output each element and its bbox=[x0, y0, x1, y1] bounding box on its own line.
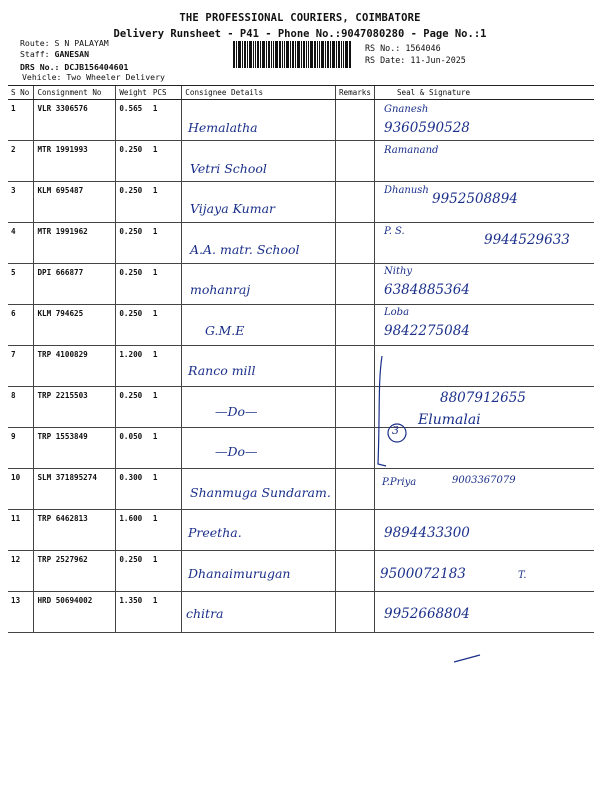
table-row bbox=[8, 592, 594, 633]
remarks-cell bbox=[335, 346, 374, 387]
signature-phone: 9842275084 bbox=[384, 322, 470, 339]
table-row bbox=[8, 428, 594, 469]
route-label: Route: S N PALAYAM bbox=[20, 38, 109, 48]
document-title: THE PROFESSIONAL COURIERS, COIMBATORE bbox=[179, 12, 421, 24]
consignment-cell: KLM 794625 bbox=[34, 305, 116, 346]
table-row bbox=[8, 346, 594, 387]
col-pcs: PCS bbox=[150, 86, 182, 100]
remarks-cell bbox=[335, 469, 374, 510]
sno-cell: 9 bbox=[8, 428, 34, 469]
pcs-cell: 1 bbox=[150, 346, 182, 387]
consignment-cell: TRP 2215503 bbox=[34, 387, 116, 428]
pcs-cell: 1 bbox=[150, 264, 182, 305]
signature-name: T. bbox=[518, 569, 527, 581]
vehicle-type: Vehicle: Two Wheeler Delivery bbox=[22, 72, 165, 82]
pcs-cell: 1 bbox=[150, 510, 182, 551]
consignee-handwritten: Preetha. bbox=[188, 525, 242, 540]
signature-phone: 9894433300 bbox=[384, 525, 470, 541]
signature-name: Nithy bbox=[384, 266, 413, 277]
rs-date: RS Date: 11-Jun-2025 bbox=[365, 55, 466, 65]
sno-cell: 10 bbox=[8, 469, 34, 510]
signature-phone: 9952668804 bbox=[384, 606, 470, 622]
remarks-cell bbox=[335, 592, 374, 633]
signature-phone: 9003367079 bbox=[452, 474, 516, 486]
table-row bbox=[8, 510, 594, 551]
group-bracket-icon bbox=[374, 352, 424, 472]
remarks-cell bbox=[335, 387, 374, 428]
consignment-cell: SLM 371895274 bbox=[34, 469, 116, 510]
signature-name: Dhanush bbox=[384, 185, 429, 196]
consignment-cell: TRP 6462813 bbox=[34, 510, 116, 551]
consignee-handwritten: A.A. matr. School bbox=[190, 241, 300, 257]
remarks-cell bbox=[335, 428, 374, 469]
col-consignee: Consignee Details bbox=[182, 86, 336, 100]
document-subtitle: Delivery Runsheet - P41 - Phone No.:9047080280 - Page No.:1 bbox=[113, 28, 487, 40]
remarks-cell bbox=[335, 100, 374, 141]
pcs-cell: 1 bbox=[150, 305, 182, 346]
pcs-cell: 1 bbox=[150, 592, 182, 633]
col-weight: Weight bbox=[116, 86, 150, 100]
table-row bbox=[8, 305, 594, 346]
circled-count: 3 bbox=[392, 424, 399, 437]
consignment-cell: TRP 4100829 bbox=[34, 346, 116, 387]
consignee-cell bbox=[182, 428, 336, 469]
col-consignment: Consignment No bbox=[34, 86, 116, 100]
sno-cell: 1 bbox=[8, 100, 34, 141]
barcode-image bbox=[233, 41, 351, 68]
consignee-handwritten: Shanmuga Sundaram. bbox=[190, 484, 331, 500]
weight-cell: 0.250 bbox=[116, 305, 150, 346]
staff-field bbox=[20, 49, 89, 59]
remarks-cell bbox=[335, 182, 374, 223]
consignee-handwritten: Dhanaimurugan bbox=[188, 565, 291, 581]
consignment-cell: TRP 2527962 bbox=[34, 551, 116, 592]
drs-number: DRS No.: DCJB156404601 bbox=[20, 62, 129, 72]
signature-name: Gnanesh bbox=[384, 104, 429, 115]
weight-cell: 0.250 bbox=[116, 223, 150, 264]
consignee-handwritten: Hemalatha bbox=[188, 120, 258, 135]
pcs-cell: 1 bbox=[150, 551, 182, 592]
sno-cell: 3 bbox=[8, 182, 34, 223]
remarks-cell bbox=[335, 510, 374, 551]
remarks-cell bbox=[335, 223, 374, 264]
sno-cell: 5 bbox=[8, 264, 34, 305]
signature-phone: 9500072183 bbox=[380, 565, 466, 582]
consignment-cell: TRP 1553849 bbox=[34, 428, 116, 469]
rs-number: RS No.: 1564046 bbox=[365, 43, 441, 53]
consignee-handwritten: —Do— bbox=[215, 403, 258, 419]
consignment-cell: VLR 3306576 bbox=[34, 100, 116, 141]
weight-cell: 0.250 bbox=[116, 141, 150, 182]
signature-phone: 6384885364 bbox=[384, 282, 470, 298]
weight-cell: 1.350 bbox=[116, 592, 150, 633]
staff-name: GANESAN bbox=[54, 49, 90, 59]
col-remarks: Remarks bbox=[335, 86, 374, 100]
consignee-handwritten: Ranco mill bbox=[188, 363, 256, 378]
pcs-cell: 1 bbox=[150, 223, 182, 264]
sno-cell: 4 bbox=[8, 223, 34, 264]
signature-phone: 9944529633 bbox=[484, 231, 570, 248]
pen-stroke-mark bbox=[452, 652, 482, 664]
col-sno: S No bbox=[8, 86, 34, 100]
weight-cell: 1.200 bbox=[116, 346, 150, 387]
weight-cell: 0.250 bbox=[116, 182, 150, 223]
staff-label: Staff: bbox=[20, 49, 50, 59]
pcs-cell: 1 bbox=[150, 182, 182, 223]
consignee-handwritten: mohanraj bbox=[190, 282, 251, 297]
consignment-cell: DPI 666877 bbox=[34, 264, 116, 305]
signature-phone: 9360590528 bbox=[384, 120, 470, 136]
consignee-handwritten: Vetri School bbox=[190, 160, 267, 176]
signature-name: Loba bbox=[384, 306, 410, 318]
consignment-cell: MTR 1991962 bbox=[34, 223, 116, 264]
consignment-cell: KLM 695487 bbox=[34, 182, 116, 223]
sno-cell: 2 bbox=[8, 141, 34, 182]
weight-cell: 1.600 bbox=[116, 510, 150, 551]
signature-name: Ramanand bbox=[384, 144, 439, 156]
consignee-cell bbox=[182, 387, 336, 428]
runsheet-table bbox=[8, 85, 594, 633]
remarks-cell bbox=[335, 551, 374, 592]
group-signature-name: Elumalai bbox=[418, 412, 481, 428]
table-row bbox=[8, 551, 594, 592]
sno-cell: 13 bbox=[8, 592, 34, 633]
pcs-cell: 1 bbox=[150, 428, 182, 469]
remarks-cell bbox=[335, 264, 374, 305]
sno-cell: 8 bbox=[8, 387, 34, 428]
sno-cell: 6 bbox=[8, 305, 34, 346]
pcs-cell: 1 bbox=[150, 469, 182, 510]
table-row bbox=[8, 264, 594, 305]
remarks-cell bbox=[335, 141, 374, 182]
pcs-cell: 1 bbox=[150, 387, 182, 428]
consignee-handwritten: —Do— bbox=[215, 444, 258, 459]
table-row bbox=[8, 141, 594, 182]
signature-name: P. S. bbox=[384, 225, 405, 237]
weight-cell: 0.250 bbox=[116, 387, 150, 428]
group-signature-phone: 8807912655 bbox=[440, 390, 526, 406]
remarks-cell bbox=[335, 305, 374, 346]
weight-cell: 0.250 bbox=[116, 264, 150, 305]
consignee-handwritten: chitra bbox=[186, 606, 224, 621]
pcs-cell: 1 bbox=[150, 141, 182, 182]
signature-phone: 9952508894 bbox=[432, 191, 518, 207]
pcs-cell: 1 bbox=[150, 100, 182, 141]
weight-cell: 0.565 bbox=[116, 100, 150, 141]
sno-cell: 11 bbox=[8, 510, 34, 551]
sno-cell: 12 bbox=[8, 551, 34, 592]
consignee-handwritten: G.M.E bbox=[205, 322, 245, 338]
table-row bbox=[8, 100, 594, 141]
signature-name: P.Priya bbox=[382, 476, 417, 488]
sno-cell: 7 bbox=[8, 346, 34, 387]
consignment-cell: MTR 1991993 bbox=[34, 141, 116, 182]
table-header-row bbox=[8, 86, 594, 100]
weight-cell: 0.300 bbox=[116, 469, 150, 510]
consignment-cell: HRD 50694002 bbox=[34, 592, 116, 633]
consignee-handwritten: Vijaya Kumar bbox=[190, 201, 276, 216]
weight-cell: 0.250 bbox=[116, 551, 150, 592]
col-seal-signature: Seal & Signature bbox=[374, 86, 594, 100]
weight-cell: 0.050 bbox=[116, 428, 150, 469]
